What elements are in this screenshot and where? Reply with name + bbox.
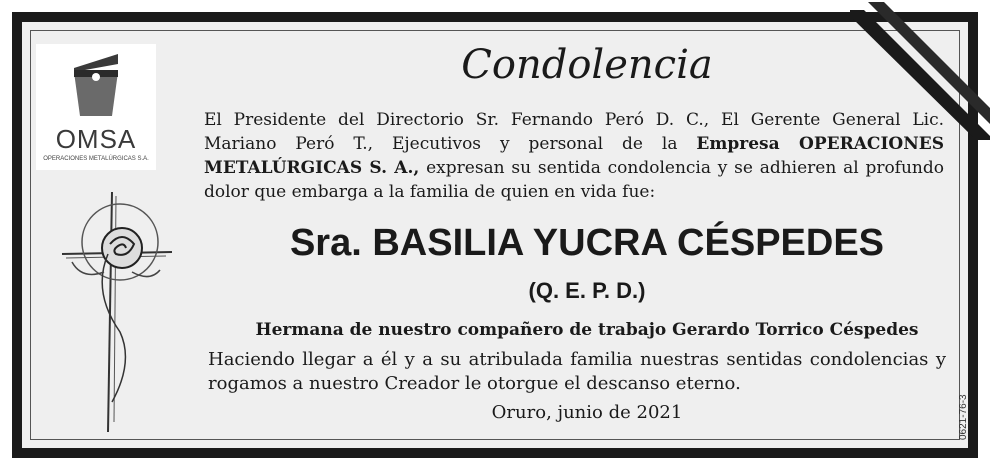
company-name: Empresa OPERACIONES METALÚRGICAS S. A., bbox=[204, 134, 944, 178]
place-date: Oruro, junio de 2021 bbox=[491, 402, 683, 423]
paragraph-text: expresan su sentida condolencia y se adhieren al profundo dolor que embarga a la familia de quien en vida fue: bbox=[204, 158, 944, 202]
qepd-label: (Q. E. P. D.) bbox=[528, 278, 646, 303]
company-logo bbox=[36, 44, 156, 170]
page-title: Condolencia bbox=[461, 42, 713, 88]
bucket-icon bbox=[36, 50, 156, 130]
closing-paragraph: Haciendo llegar a él y a su atribulada familia nuestras sentidas condolencias y rogamos a nuestro Creador le otorgue el descanso eterno. bbox=[208, 349, 946, 394]
outer-border bbox=[12, 12, 978, 458]
logo-subtitle: OPERACIONES METALÚRGICAS S.A. bbox=[43, 156, 149, 162]
condolence-paragraph bbox=[204, 108, 944, 204]
cross-with-rose-icon bbox=[42, 192, 172, 442]
card-background bbox=[22, 22, 968, 448]
paragraph-text: El Presidente del Directorio Sr. Fernando Peró D. C., El Gerente General Lic. Mariano Peró T., Ejecutivos y personal de la bbox=[204, 110, 944, 154]
ad-code: 0621-76-3 bbox=[958, 394, 969, 440]
logo-wordmark: OMSA bbox=[55, 124, 137, 154]
deceased-name: Sra. BASILIA YUCRA CÉSPEDES bbox=[289, 222, 885, 264]
relation-line: Hermana de nuestro compañero de trabajo Gerardo Torrico Céspedes bbox=[255, 320, 919, 340]
mourning-ribbon-icon bbox=[850, 0, 990, 140]
